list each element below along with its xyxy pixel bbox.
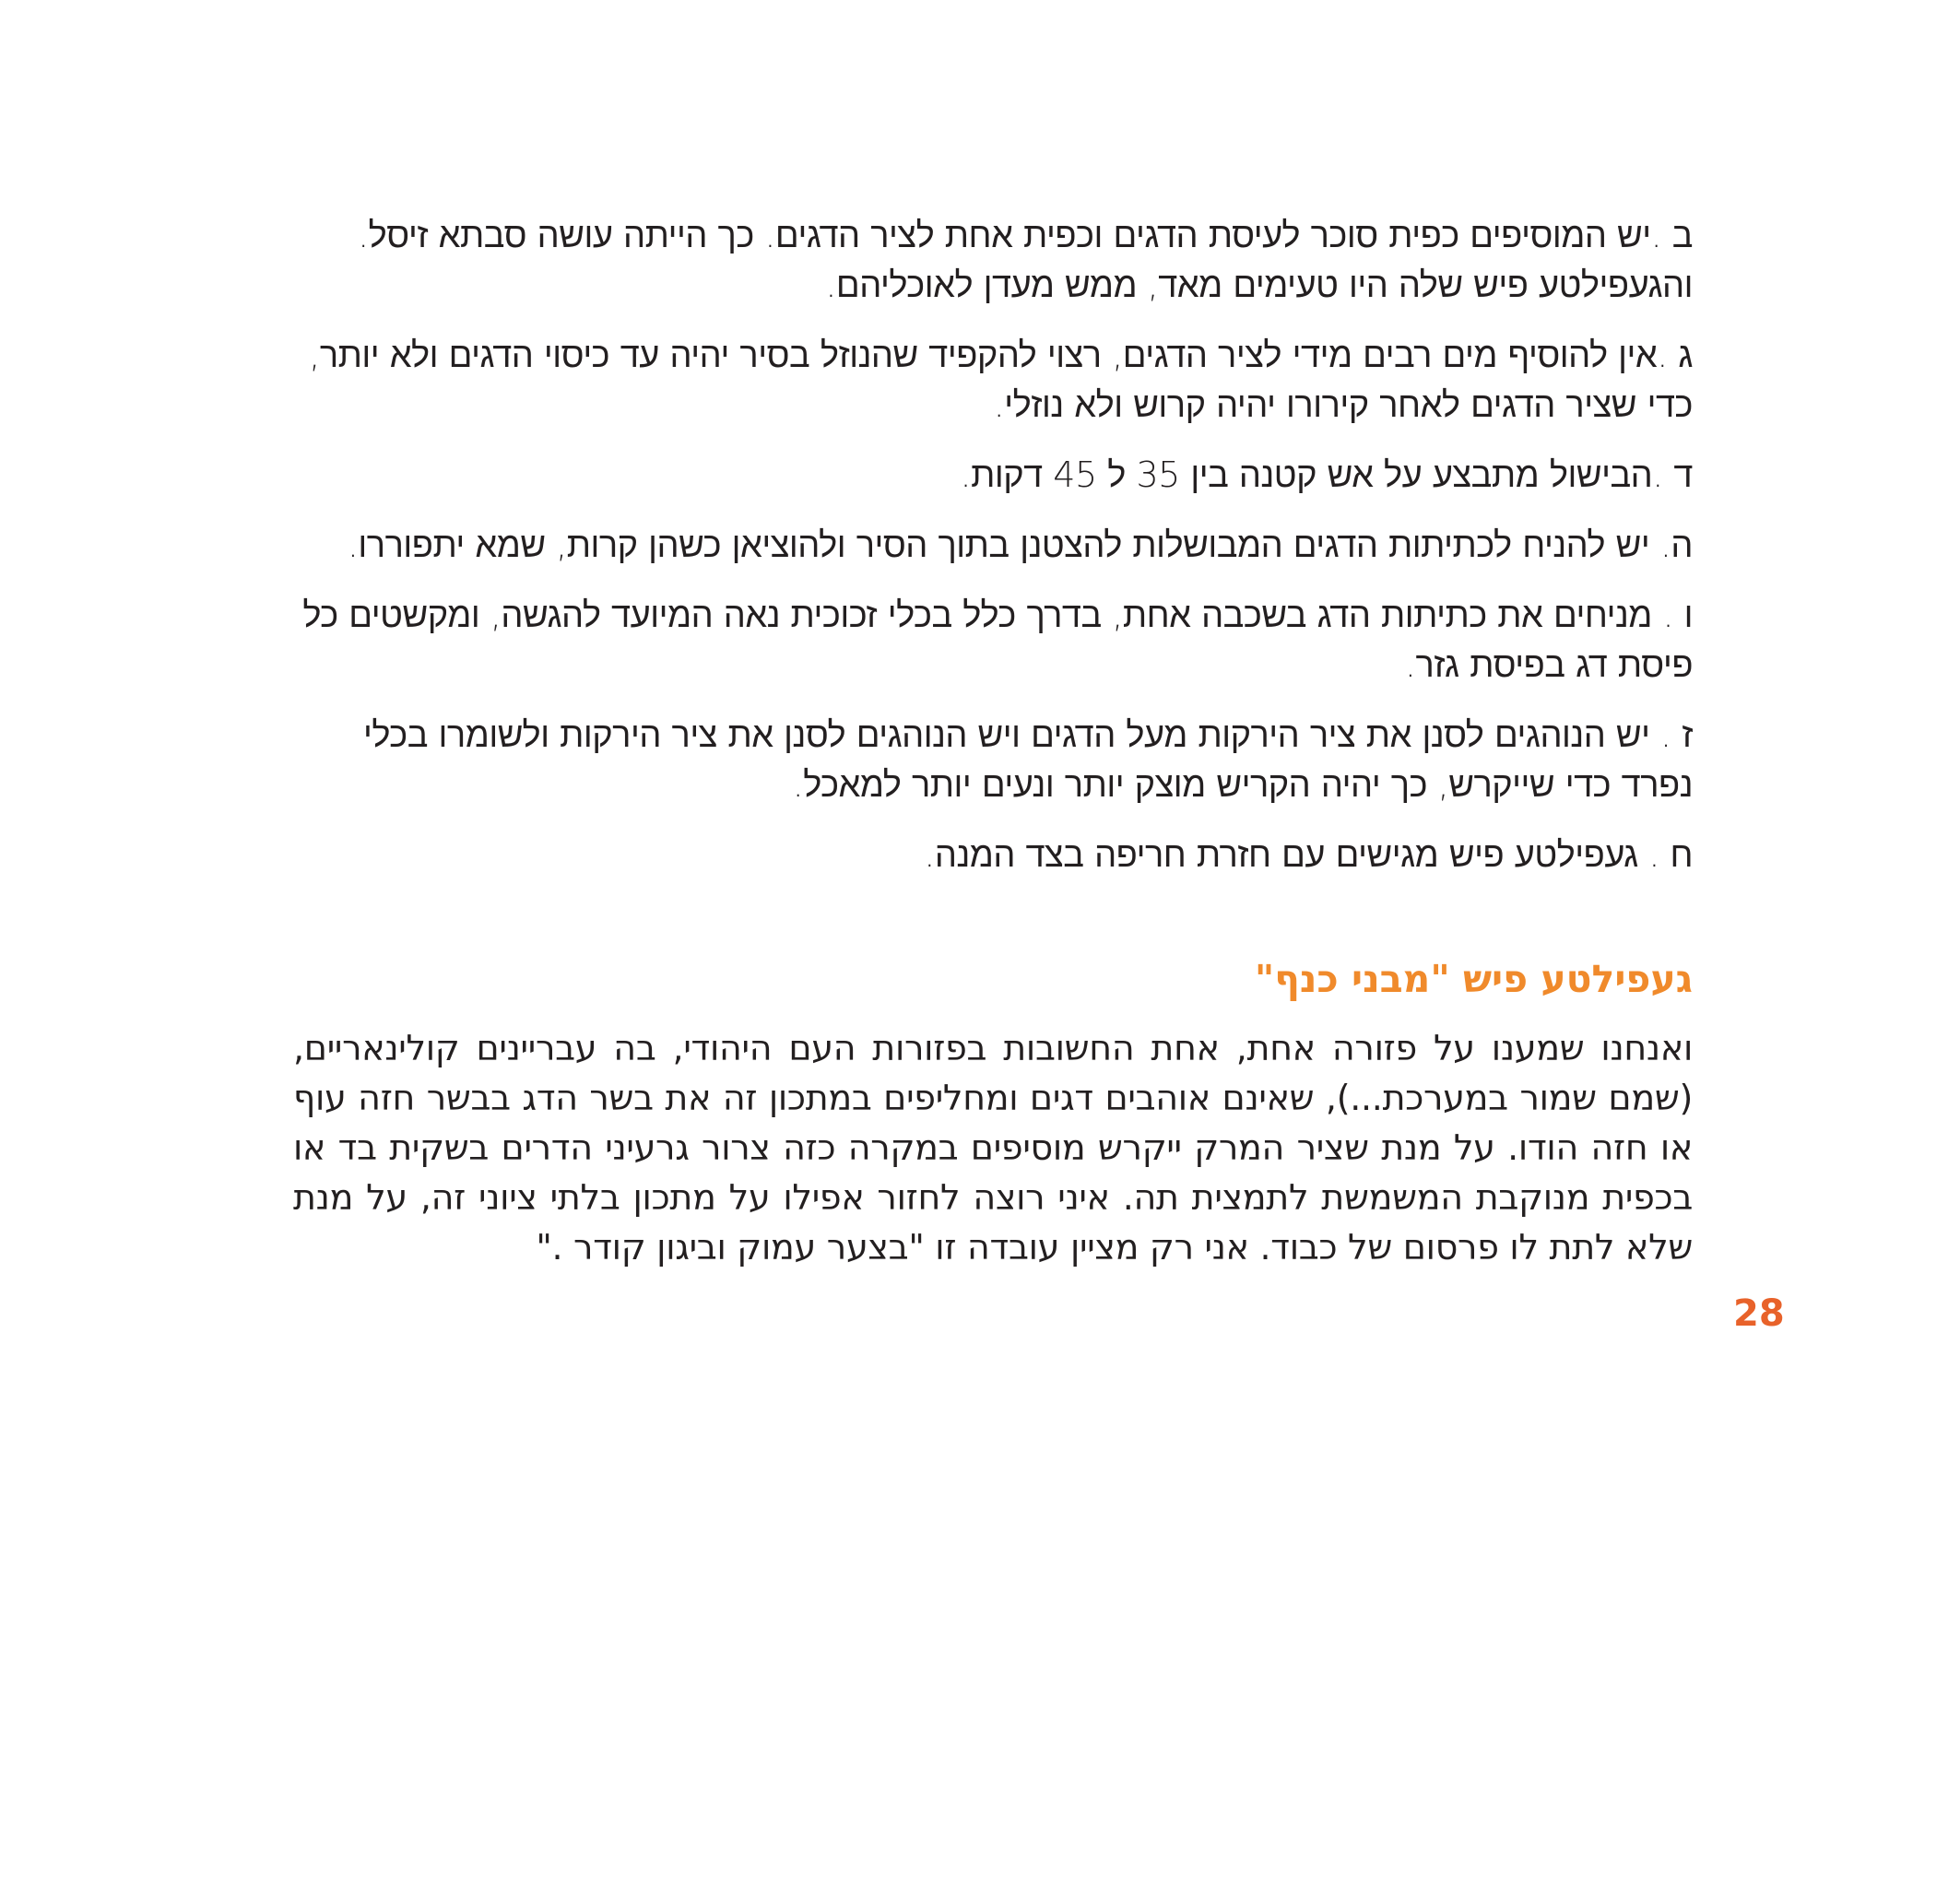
step-z: ז . יש הנוהגים לסנן את ציר הירקות מעל הדגים ויש הנוהגים לסנן את ציר הירקות ולשומרו בכלי נפרד כדי שייקרש, כך יהיה הקריש מוצק יותר ונעים יותר למאכל. bbox=[363, 714, 1693, 805]
page-number: 28 bbox=[1733, 1292, 1785, 1335]
section-paragraph: ואנחנו שמענו על פזורה אחת, אחת החשובות בפזורות העם היהודי, בה עבריינים קולינאריים, (שמם שמור במערכת...), שאינם אוהבים דגים ומחליפים במתכון זה את בשר הדג בבשר חזה עוף או חזה הודו. על מנת שציר המרק ייקרש מוסיפים במקרה כזה צרור גרעיני הדרים בשקית בד או בכפית מנוקבת המשמשת לתמצית תה. איני רוצה לחזור אפילו על מתכון בלתי ציוני זה, על מנת שלא לתת לו פרסום של כבוד. אני רק מציין עובדה זו "בצער עמוק וביגון קודר ." bbox=[293, 1028, 1693, 1268]
step-d: ד .הבישול מתבצע על אש קטנה בין 35 ל 45 דקות. bbox=[960, 454, 1693, 495]
section-title: געפילטע פיש "מבני כנף" bbox=[1254, 957, 1693, 1001]
step-b: ב .יש המוסיפים כפית סוכר לעיסת הדגים וכפית אחת לציר הדגים. כך הייתה עושה סבתא זיסל. והגעפילטע פיש שלה היו טעימים מאד, ממש מעדן לאוכליהם. bbox=[358, 215, 1693, 305]
step-h: ה. יש להניח לכתיתות הדגים המבושלות להצטנן בתוך הסיר ולהוציאן כשהן קרות, שמא יתפוררו. bbox=[347, 525, 1693, 565]
text-column bbox=[293, 210, 1693, 1272]
step-v: ו . מניחים את כתיתות הדג בשכבה אחת, בדרך כלל בכלי זכוכית נאה המיועד להגשה, ומקשטים כל פיסת דג בפיסת גזר. bbox=[302, 595, 1693, 685]
step-g: ג .אין להוסיף מים רבים מידי לציר הדגים, רצוי להקפיד שהנוזל בסיר יהיה עד כיסוי הדגים ולא יותר, כדי שציר הדגים לאחר קירורו יהיה קרוש ולא נוזלי. bbox=[309, 335, 1693, 425]
step-ch: ח . געפילטע פיש מגישים עם חזרת חריפה בצד המנה. bbox=[924, 834, 1693, 875]
